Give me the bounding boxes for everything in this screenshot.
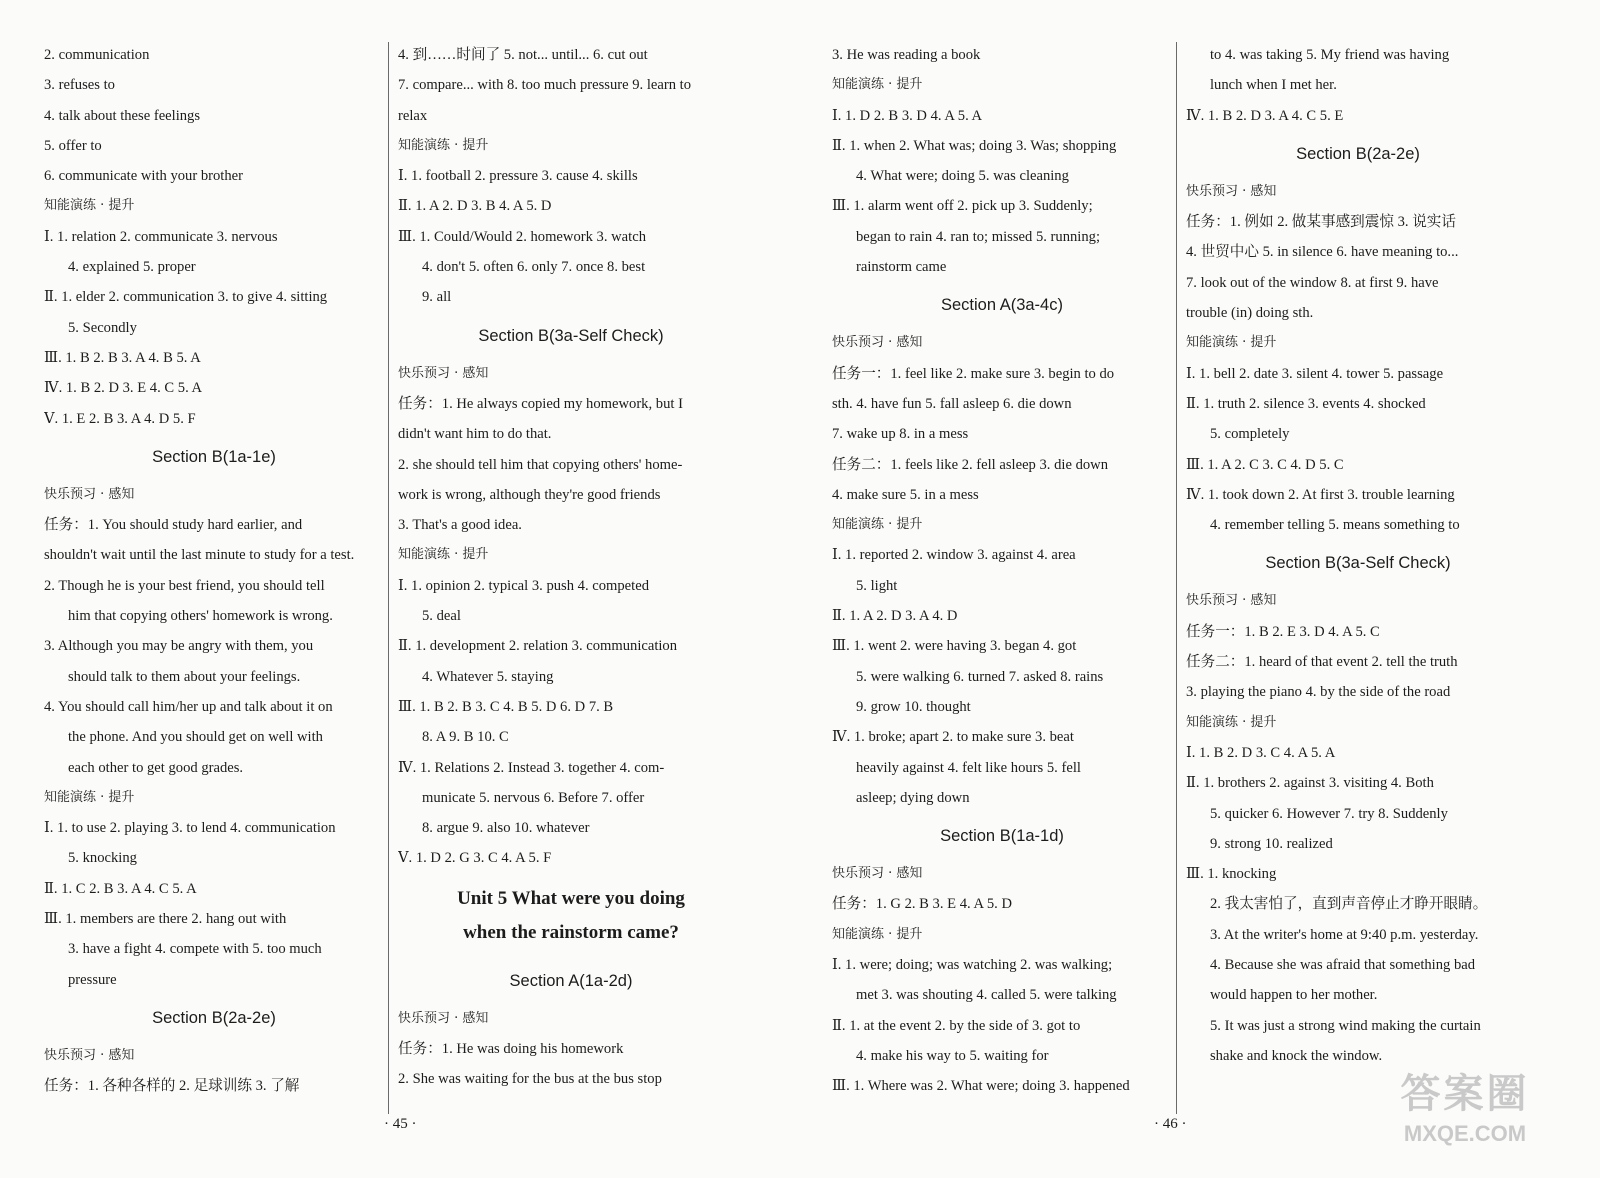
answer-line: 5. completely bbox=[1210, 426, 1290, 443]
answer-line: Ⅲ. 1. knocking bbox=[1186, 866, 1277, 883]
answer-line: 任务：1. 例如 2. 做某事感到震惊 3. 说实话 bbox=[1186, 214, 1456, 231]
answer-column-3 bbox=[832, 40, 1172, 1102]
exercise-label: 知能演练 · 提升 bbox=[832, 517, 923, 533]
answer-line: 任务：1. 各种各样的 2. 足球训练 3. 了解 bbox=[44, 1078, 300, 1095]
answer-line: Ⅱ. 1. brothers 2. against 3. visiting 4. Both bbox=[1186, 775, 1434, 792]
answer-line: Ⅰ. 1. football 2. pressure 3. cause 4. skills bbox=[398, 168, 638, 185]
section-heading: Section B(1a-1e) bbox=[152, 447, 276, 466]
answer-line: 5. Secondly bbox=[68, 319, 137, 336]
answer-line: 2. She was waiting for the bus at the bus stop bbox=[398, 1071, 662, 1088]
answer-line: 4. remember telling 5. means something to bbox=[1210, 517, 1460, 534]
section-heading: Section B(2a-2e) bbox=[1296, 144, 1420, 163]
exercise-label: 知能演练 · 提升 bbox=[398, 137, 489, 153]
answer-line: 4. 到……时间了 5. not... until... 6. cut out bbox=[398, 47, 648, 63]
answer-line: 任务二：1. heard of that event 2. tell the truth bbox=[1186, 654, 1458, 671]
column-divider-left bbox=[388, 42, 389, 1114]
answer-line: 3. playing the piano 4. by the side of the road bbox=[1186, 684, 1451, 701]
answer-line: 4. Whatever 5. staying bbox=[422, 668, 554, 685]
answer-line: 任务二：1. feels like 2. fell asleep 3. die down bbox=[832, 456, 1108, 473]
answer-column-1 bbox=[44, 40, 384, 1102]
answer-line: 2. she should tell him that copying others' home- bbox=[398, 456, 683, 473]
answer-line: 8. argue 9. also 10. whatever bbox=[422, 820, 590, 837]
answer-line: lunch when I met her. bbox=[1210, 77, 1337, 94]
answer-line: Ⅲ. 1. went 2. were having 3. began 4. got bbox=[832, 638, 1077, 655]
answer-line: Ⅳ. 1. B 2. D 3. A 4. C 5. E bbox=[1186, 107, 1344, 124]
answer-line: 3. have a fight 4. compete with 5. too much bbox=[68, 941, 322, 958]
answer-line: to 4. was taking 5. My friend was having bbox=[1210, 47, 1450, 63]
answer-line: didn't want him to do that. bbox=[398, 426, 552, 443]
answer-line: Ⅱ. 1. A 2. D 3. B 4. A 5. D bbox=[398, 198, 552, 215]
answer-line: Ⅳ. 1. broke; apart 2. to make sure 3. beat bbox=[832, 729, 1074, 746]
answer-line: Ⅲ. 1. A 2. C 3. C 4. D 5. C bbox=[1186, 456, 1344, 473]
watermark-text: 答案圈 bbox=[1400, 1072, 1530, 1116]
answer-line: 7. wake up 8. in a mess bbox=[832, 426, 969, 443]
section-heading: Section A(1a-2d) bbox=[509, 971, 633, 990]
section-heading: Section B(3a-Self Check) bbox=[1265, 554, 1451, 573]
answer-line: shouldn't wait until the last minute to study for a test. bbox=[44, 547, 355, 564]
exercise-label: 快乐预习 · 感知 bbox=[44, 1047, 135, 1063]
answer-line: work is wrong, although they're good friends bbox=[398, 486, 661, 503]
answer-line: 4. make sure 5. in a mess bbox=[832, 486, 979, 503]
section-heading: Section B(1a-1d) bbox=[940, 827, 1064, 846]
answer-line: would happen to her mother. bbox=[1210, 987, 1378, 1004]
answer-line: 4. talk about these feelings bbox=[44, 107, 201, 124]
answer-line: began to rain 4. ran to; missed 5. running; bbox=[856, 228, 1100, 245]
exercise-label: 知能演练 · 提升 bbox=[832, 77, 923, 93]
exercise-label: 快乐预习 · 感知 bbox=[398, 1010, 489, 1026]
page-number-left: · 45 · bbox=[384, 1116, 417, 1132]
answer-line: Ⅴ. 1. D 2. G 3. C 4. A 5. F bbox=[398, 850, 552, 867]
answer-line: 5. knocking bbox=[68, 850, 137, 867]
answer-line: Ⅱ. 1. when 2. What was; doing 3. Was; shopping bbox=[832, 137, 1117, 154]
answer-line: 7. compare... with 8. too much pressure 9. learn to bbox=[398, 77, 692, 94]
answer-line: should talk to them about your feelings. bbox=[68, 668, 301, 685]
answer-line: Ⅲ. 1. B 2. B 3. C 4. B 5. D 6. D 7. B bbox=[398, 698, 614, 715]
answer-line: pressure bbox=[68, 971, 117, 988]
exercise-label: 快乐预习 · 感知 bbox=[1186, 593, 1277, 609]
answer-line: Ⅱ. 1. development 2. relation 3. communication bbox=[398, 638, 678, 655]
answer-line: 3. At the writer's home at 9:40 p.m. yesterday. bbox=[1210, 926, 1479, 943]
answer-line: 任务：1. You should study hard earlier, and bbox=[44, 517, 303, 534]
exercise-label: 知能演练 · 提升 bbox=[832, 926, 923, 942]
answer-line: 2. 我太害怕了，直到声音停止才睁开眼睛。 bbox=[1210, 896, 1488, 913]
answer-line: 4. make his way to 5. waiting for bbox=[856, 1047, 1049, 1064]
answer-line: Ⅱ. 1. at the event 2. by the side of 3. got to bbox=[832, 1017, 1081, 1034]
section-heading: Section B(2a-2e) bbox=[152, 1008, 276, 1027]
answer-line: Ⅰ. 1. reported 2. window 3. against 4. area bbox=[832, 547, 1076, 564]
answer-line: Ⅲ. 1. B 2. B 3. A 4. B 5. A bbox=[44, 349, 201, 366]
answer-line: each other to get good grades. bbox=[68, 759, 244, 776]
answer-line: 任务一：1. feel like 2. make sure 3. begin to do bbox=[832, 365, 1115, 382]
answer-line: 5. deal bbox=[422, 608, 461, 625]
answer-line: 5. light bbox=[856, 577, 898, 594]
answer-line: Ⅰ. 1. B 2. D 3. C 4. A 5. A bbox=[1186, 744, 1336, 761]
answer-line: Ⅲ. 1. Could/Would 2. homework 3. watch bbox=[398, 228, 646, 245]
exercise-label: 知能演练 · 提升 bbox=[44, 198, 135, 214]
answer-line: municate 5. nervous 6. Before 7. offer bbox=[422, 789, 645, 806]
unit-title: when the rainstorm came? bbox=[463, 921, 679, 943]
answer-line: 4. explained 5. proper bbox=[68, 259, 196, 276]
answer-line: Ⅰ. 1. opinion 2. typical 3. push 4. competed bbox=[398, 577, 649, 594]
answer-line: Ⅰ. 1. D 2. B 3. D 4. A 5. A bbox=[832, 107, 983, 124]
answer-line: 2. Though he is your best friend, you should tell bbox=[44, 577, 325, 594]
answer-line: him that copying others' homework is wrong. bbox=[68, 608, 333, 625]
exercise-label: 快乐预习 · 感知 bbox=[832, 335, 923, 351]
answer-line: 8. A 9. B 10. C bbox=[422, 729, 509, 746]
column-divider-right bbox=[1176, 42, 1177, 1114]
unit-title: Unit 5 What were you doing bbox=[457, 887, 685, 909]
answer-line: 3. He was reading a book bbox=[832, 47, 981, 63]
section-heading: Section A(3a-4c) bbox=[941, 296, 1063, 315]
answer-line: Ⅱ. 1. C 2. B 3. A 4. C 5. A bbox=[44, 880, 197, 897]
answer-line: Ⅱ. 1. truth 2. silence 3. events 4. shocked bbox=[1186, 395, 1426, 412]
watermark-logo bbox=[1370, 1068, 1560, 1160]
answer-line: 任务：1. G 2. B 3. E 4. A 5. D bbox=[832, 896, 1012, 913]
exercise-label: 快乐预习 · 感知 bbox=[832, 866, 923, 882]
answer-line: Ⅳ. 1. B 2. D 3. E 4. C 5. A bbox=[44, 380, 203, 397]
answer-line: 9. strong 10. realized bbox=[1210, 835, 1333, 852]
answer-line: met 3. was shouting 4. called 5. were talking bbox=[856, 987, 1117, 1004]
answer-line: asleep; dying down bbox=[856, 789, 970, 806]
answer-line: trouble (in) doing sth. bbox=[1186, 305, 1314, 322]
answer-line: Ⅲ. 1. alarm went off 2. pick up 3. Suddenly; bbox=[832, 198, 1093, 215]
answer-line: rainstorm came bbox=[856, 259, 947, 276]
answer-line: 5. offer to bbox=[44, 137, 102, 154]
answer-line: 5. were walking 6. turned 7. asked 8. rains bbox=[856, 668, 1104, 685]
answer-line: Ⅳ. 1. took down 2. At first 3. trouble learning bbox=[1186, 486, 1455, 503]
answer-line: Ⅰ. 1. were; doing; was watching 2. was walking; bbox=[832, 957, 1113, 974]
answer-column-4 bbox=[1186, 40, 1530, 1071]
answer-line: 3. Although you may be angry with them, you bbox=[44, 638, 314, 655]
answer-line: Ⅱ. 1. A 2. D 3. A 4. D bbox=[832, 608, 958, 625]
answer-line: 3. refuses to bbox=[44, 77, 115, 94]
answer-line: Ⅳ. 1. Relations 2. Instead 3. together 4. com- bbox=[398, 759, 665, 776]
answer-line: the phone. And you should get on well with bbox=[68, 729, 323, 746]
answer-column-2 bbox=[398, 40, 744, 1095]
answer-line: 6. communicate with your brother bbox=[44, 168, 243, 185]
answer-line: Ⅲ. 1. Where was 2. What were; doing 3. happened bbox=[832, 1078, 1130, 1095]
answer-line: 4. don't 5. often 6. only 7. once 8. best bbox=[422, 259, 646, 276]
exercise-label: 快乐预习 · 感知 bbox=[1186, 183, 1277, 199]
watermark-url: MXQE.COM bbox=[1403, 1121, 1527, 1146]
answer-line: heavily against 4. felt like hours 5. fell bbox=[856, 759, 1081, 776]
answer-line: 7. look out of the window 8. at first 9. have bbox=[1186, 274, 1439, 291]
exercise-label: 知能演练 · 提升 bbox=[398, 547, 489, 563]
exercise-label: 知能演练 · 提升 bbox=[1186, 714, 1277, 730]
exercise-label: 知能演练 · 提升 bbox=[1186, 335, 1277, 351]
answer-line: 5. It was just a strong wind making the curtain bbox=[1210, 1017, 1481, 1034]
answer-line: Ⅰ. 1. relation 2. communicate 3. nervous bbox=[44, 228, 278, 245]
exercise-label: 快乐预习 · 感知 bbox=[44, 486, 135, 502]
page-number-right: · 46 · bbox=[1154, 1116, 1187, 1132]
exercise-label: 快乐预习 · 感知 bbox=[398, 365, 489, 381]
answer-line: 4. Because she was afraid that something bad bbox=[1210, 957, 1476, 974]
answer-line: relax bbox=[398, 107, 428, 124]
answer-line: Ⅴ. 1. E 2. B 3. A 4. D 5. F bbox=[44, 410, 196, 427]
answer-line: 4. What were; doing 5. was cleaning bbox=[856, 168, 1069, 185]
answer-line: 2. communication bbox=[44, 47, 150, 63]
answer-line: 9. grow 10. thought bbox=[856, 698, 971, 715]
exercise-label: 知能演练 · 提升 bbox=[44, 789, 135, 805]
answer-line: Ⅰ. 1. bell 2. date 3. silent 4. tower 5. passage bbox=[1186, 365, 1444, 382]
answer-line: 4. 世贸中心 5. in silence 6. have meaning to... bbox=[1186, 244, 1459, 261]
answer-line: 3. That's a good idea. bbox=[398, 517, 522, 534]
answer-line: sth. 4. have fun 5. fall asleep 6. die down bbox=[832, 395, 1072, 412]
section-heading: Section B(3a-Self Check) bbox=[478, 326, 664, 345]
answer-line: Ⅰ. 1. to use 2. playing 3. to lend 4. communication bbox=[44, 820, 336, 837]
answer-line: 任务一：1. B 2. E 3. D 4. A 5. C bbox=[1186, 623, 1380, 640]
answer-line: Ⅱ. 1. elder 2. communication 3. to give 4. sitting bbox=[44, 289, 328, 306]
answer-line: 5. quicker 6. However 7. try 8. Suddenly bbox=[1210, 805, 1448, 822]
answer-line: 9. all bbox=[422, 289, 452, 306]
answer-line: Ⅲ. 1. members are there 2. hang out with bbox=[44, 911, 287, 928]
answer-line: 4. You should call him/her up and talk about it on bbox=[44, 698, 333, 715]
answer-line: 任务：1. He was doing his homework bbox=[398, 1041, 624, 1058]
answer-line: shake and knock the window. bbox=[1210, 1047, 1383, 1064]
answer-line: 任务：1. He always copied my homework, but I bbox=[398, 395, 683, 412]
